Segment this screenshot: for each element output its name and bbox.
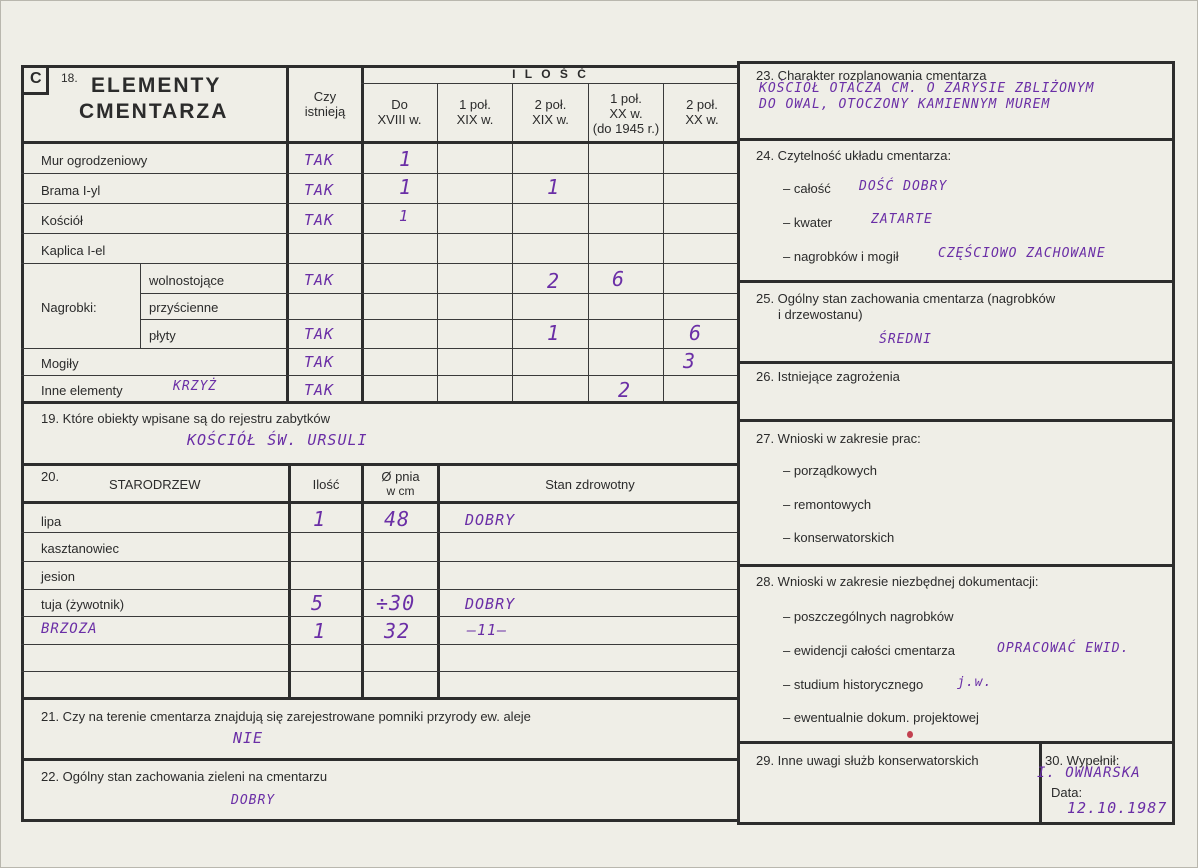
- sec20-col-health: [437, 463, 440, 700]
- sec20-col-diam-header-1: Ø pnia: [381, 469, 420, 484]
- period-4-l1: 1 poł.: [610, 91, 642, 106]
- section-18-number: 18.: [61, 71, 78, 85]
- row-line: [140, 319, 740, 320]
- row-line: [21, 644, 740, 645]
- sec27-item: – konserwatorskich: [783, 530, 895, 545]
- period-4-l2: XX w.: [609, 106, 643, 121]
- header-bottom-line: [21, 141, 740, 144]
- exists-value: TAK: [304, 211, 335, 229]
- period-2-l1: 1 poł.: [459, 97, 491, 112]
- section-28-label: 28. Wnioski w zakresie niezbędnej dokumentacji:: [756, 574, 1039, 589]
- section-21-value: NIE: [233, 729, 264, 747]
- qty-value: 2: [547, 269, 561, 293]
- element-label: wolnostojące: [149, 273, 225, 288]
- sec20-col-diam-header-2: w cm: [386, 484, 415, 498]
- corner-letter: C: [30, 70, 42, 87]
- nagrobki-sub-line: [140, 263, 141, 348]
- section-22-value: DOBRY: [231, 793, 276, 808]
- period-3-l1: 2 poł.: [534, 97, 567, 112]
- row-line: [21, 263, 740, 264]
- period-1-l2: XVIII w.: [377, 112, 422, 127]
- sec20-col-qty: [288, 463, 291, 700]
- sec24-item-label: – kwater: [783, 215, 833, 230]
- section-21-box: [21, 697, 740, 761]
- right-sep: [737, 138, 1175, 141]
- nagrobki-label: Nagrobki:: [41, 300, 97, 315]
- ilosc-header-line: [361, 83, 740, 84]
- row-line: [21, 561, 740, 562]
- row-line: [21, 671, 740, 672]
- sec20-col-health-header: Stan zdrowotny: [545, 477, 635, 492]
- element-label: płyty: [149, 328, 176, 343]
- row-line: [21, 532, 740, 533]
- sec24-item-value: CZĘŚCIOWO ZACHOWANE: [938, 246, 1106, 261]
- col-line-p2: [437, 83, 438, 404]
- qty-value: 1: [547, 175, 561, 199]
- sec20-header-line: [21, 501, 740, 504]
- right-sep: [737, 361, 1175, 364]
- section-23-label: 23. Charakter rozplanowania cmentarza: [756, 68, 987, 83]
- period-2-l2: XIX w.: [456, 112, 494, 127]
- qty-value: 1: [399, 207, 410, 225]
- section-30-date-label: Data:: [1051, 785, 1083, 800]
- qty-value: 6: [689, 321, 703, 345]
- sec27-item: – remontowych: [783, 497, 872, 512]
- exists-value: TAK: [304, 271, 335, 289]
- exists-value: TAK: [304, 151, 335, 169]
- sec28-item-label: – poszczególnych nagrobków: [783, 609, 954, 624]
- element-label: Mogiły: [41, 356, 79, 371]
- section-27-label: 27. Wnioski w zakresie prac:: [756, 431, 921, 446]
- period-3-l2: XIX w.: [532, 112, 569, 127]
- section-29-label: 29. Inne uwagi służb konserwatorskich: [756, 753, 979, 768]
- sec24-item-label: – nagrobków i mogił: [783, 249, 899, 264]
- right-sep: [737, 741, 1175, 744]
- row-line: [21, 375, 740, 376]
- sec28-item-label: – ewidencji całości cmentarza: [783, 643, 955, 658]
- section-30-label: 30. Wypełnił:: [1045, 753, 1120, 768]
- section-23-value-1: KOŚCIÓŁ OTACZA CM. O ZARYSIE ZBLIŻONYM: [759, 81, 1095, 96]
- sec24-item-value: ZATARTE: [871, 212, 933, 227]
- sec29-30-sep: [1039, 741, 1042, 825]
- sec24-item-value: DOŚĆ DOBRY: [859, 179, 948, 194]
- tree-name: tuja (żywotnik): [41, 597, 125, 612]
- col-line-p3: [512, 83, 513, 404]
- exists-value: TAK: [304, 325, 335, 343]
- sec28-item-label: – ewentualnie dokum. projektowej: [783, 710, 979, 725]
- element-label: Mur ogrodzeniowy: [41, 153, 148, 168]
- section-25-value: ŚREDNI: [879, 332, 932, 347]
- row-line: [21, 203, 740, 204]
- tree-name: jesion: [41, 569, 75, 584]
- ink-blot: [907, 731, 913, 738]
- element-label: Inne elementy: [41, 383, 123, 398]
- section-25-label-1: 25. Ogólny stan zachowania cmentarza (nagrobków: [756, 291, 1056, 306]
- section-19-label: 19. Które obiekty wpisane są do rejestru zabytków: [41, 411, 331, 426]
- row-line: [140, 293, 740, 294]
- section-20-number: 20.: [41, 469, 60, 484]
- section-23-value-2: DO OWAL, OTOCZONY KAMIENNYM MUREM: [759, 97, 1051, 112]
- right-sep: [737, 419, 1175, 422]
- section-26-label: 26. Istniejące zagrożenia: [756, 369, 900, 384]
- section-25-label-2: i drzewostanu): [778, 307, 863, 322]
- section-19-value: KOŚCIÓŁ ŚW. URSULI: [187, 431, 368, 449]
- row-line: [21, 616, 740, 617]
- tree-name: kasztanowiec: [41, 541, 120, 556]
- section-21-label: 21. Czy na terenie cmentarza znajdują się zarejestrowane pomniki przyrody ew. aleje: [41, 709, 531, 724]
- tree-diam: 32: [384, 619, 411, 643]
- sec28-item-value: OPRACOWAĆ EWID.: [997, 641, 1130, 656]
- element-label: przyścienne: [149, 300, 219, 315]
- sec24-item-label: – całość: [783, 181, 831, 196]
- section-30-name: I. OWNARSKA: [1037, 765, 1141, 781]
- tree-name: lipa: [41, 514, 62, 529]
- period-5-l1: 2 poł.: [686, 97, 718, 112]
- ilosc-header: I L O Ś Ć: [512, 67, 589, 81]
- tree-name-handwritten: BRZOZA: [41, 621, 98, 637]
- element-label: Brama I-yl: [41, 183, 101, 198]
- row-line: [21, 173, 740, 174]
- inne-elementy-handwritten: KRZYŻ: [173, 379, 218, 394]
- tree-health: DOBRY: [465, 595, 516, 613]
- tree-qty: 1: [313, 619, 327, 643]
- tree-qty: 5: [311, 591, 325, 615]
- qty-value: 3: [683, 349, 697, 373]
- qty-value: 6: [612, 267, 626, 291]
- section-30-date: 12.10.1987: [1067, 799, 1168, 817]
- qty-value: 1: [547, 321, 561, 345]
- tree-health: DOBRY: [465, 511, 516, 529]
- tree-qty: 1: [313, 507, 327, 531]
- section-22-label: 22. Ogólny stan zachowania zieleni na cmentarzu: [41, 769, 328, 784]
- exists-value: TAK: [304, 381, 335, 399]
- qty-value: 1: [399, 147, 413, 171]
- col-exists-header-2: istnieją: [304, 104, 346, 119]
- period-4-l3: (do 1945 r.): [592, 121, 660, 136]
- section-18-title-line1: ELEMENTY: [91, 74, 222, 97]
- right-sep: [737, 564, 1175, 567]
- element-label: Kościół: [41, 213, 83, 228]
- section-18-title-line2: CMENTARZA: [79, 100, 229, 123]
- tree-diam: 48: [384, 507, 411, 531]
- row-line: [21, 348, 740, 349]
- qty-value: 1: [399, 175, 413, 199]
- section-22-box: [21, 758, 740, 822]
- row-line: [21, 589, 740, 590]
- right-sep: [737, 280, 1175, 283]
- sec27-item: – porządkowych: [783, 463, 877, 478]
- tree-diam: ÷30: [376, 591, 416, 615]
- exists-value: TAK: [304, 353, 335, 371]
- col-exists-header-1: Czy: [313, 89, 337, 104]
- sec28-item-label: – studium historycznego: [783, 677, 924, 692]
- section-20-title: STARODRZEW: [109, 477, 201, 492]
- sec20-col-qty-header: Ilość: [312, 477, 340, 492]
- period-5-l2: XX w.: [685, 112, 719, 127]
- element-label: Kaplica I-el: [41, 243, 106, 258]
- tree-health: –11–: [467, 621, 508, 639]
- row-line: [21, 233, 740, 234]
- exists-value: TAK: [304, 181, 335, 199]
- qty-value: 2: [618, 378, 632, 402]
- period-1-l1: Do: [391, 97, 408, 112]
- section-24-label: 24. Czytelność układu cmentarza:: [756, 148, 952, 163]
- sec28-item-value: j.w.: [957, 675, 993, 690]
